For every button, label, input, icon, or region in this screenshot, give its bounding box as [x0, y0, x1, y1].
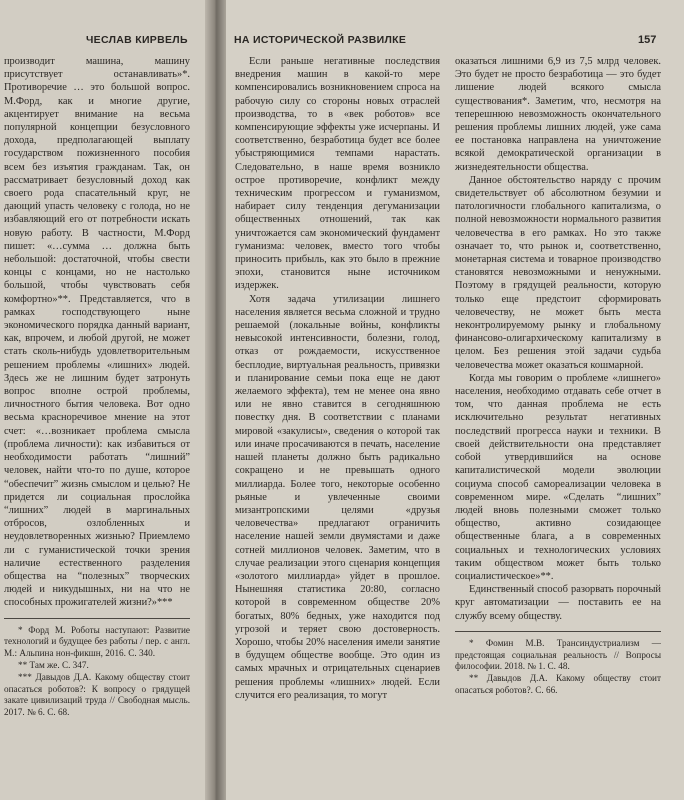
- running-head-left: ЧЕСЛАВ КИРВЕЛЬ: [86, 34, 188, 46]
- paragraph: Хотя задача утилизации лишнего населения является весьма сложной и трудно решаемой (локальные войны, конфликты невысокой интенсивности, болезни, голод, отказ от рождаемости, искусственное бесплодие, виртуальная реальность, привязки и планирование семьи пока еще не дают желаемого эффекта), тем не менее она явно или не явно ставится в сегодняшнюю повестку дня. В соответствии с планами мировой «закулисы», сведения о которой так или иначе просачиваются в печать, население нашей планеты должно быть радикально сокращено и не превышать одного миллиарда. Более того, некоторые особенно рьяные и увлеченные своими мизантропскими целями «друзья человечества» предлагают ограничить население нашей земли двумястами и даже сотней миллионов человек. Заметим, что в случае реализации этого сценария концепция «золотого миллиарда» уйдет в прошлое. Нынешняя статистика 20:80, согласно которой в современном обществе 20% богатых, 80% бедных, уже находится под угрозой и теряет свою достоверность. Хорошо, чтобы 20% населения имели занятие в будущем обществе вообще. Это один из самых мрачных и отрицательных сценариев решения проблемы «лишних» людей. Если случится его реализация, то могут: [235, 293, 440, 701]
- left-column: [4, 55, 190, 719]
- right-column-2: [455, 55, 661, 697]
- footnote-right-1: * Фомин М.В. Трансиндустриализм — предстоящая социальная реальность // Вопросы философии. 2018. № 1. С. 48.: [455, 637, 661, 672]
- right-page: [226, 0, 684, 800]
- paragraph: Данное обстоятельство наряду с прочим свидетельствует об абсолютном безумии и патологичности глобального капитализма, о полной невозможности нормального развития человечества в его рамках. Но это также означает то, что рынок и, соответственно, монетарная система и товарное производство становятся невозможными и ненужными. Поэтому в грядущей реальности, которую только еще предстоит сформировать человечеству, не может быть места неконтролируемому рынку и глобальному финансово-олигархическому капитализму в целом. Без решения этой задачи судьба человечества может оказаться кошмарной.: [455, 174, 661, 371]
- footnote-rule-left: [4, 618, 190, 619]
- footnote-left-1: * Форд М. Роботы наступают: Развитие технологий и будущее без работы / пер. с англ. М.: Альпина нон-фикшн, 2016. С. 340.: [4, 624, 190, 659]
- paragraph: Если раньше негативные последствия внедрения машин в какой-то мере компенсировались возникновением спроса на рабочую силу со стороны новых отраслей производства, то в «век роботов» все компенсирующие эффекты уже исчерпаны. И соответственно, безработица будет все более убыстряющимися темпами нарастать. Следовательно, в наше время возникло острое противоречие, конфликт между техническим прогрессом и гуманизмом, набирает силу тенденция дегуманизации общественных отношений, так как уничтожается сам экономический фундамент гуманизма: человек, вместо того чтобы приносить прибыль, как это было в прежние эпохи, становится ныне источником издержек.: [235, 56, 440, 292]
- right-column-1: [235, 55, 440, 702]
- footnote-left-3: *** Давыдов Д.А. Какому обществу стоит опасаться роботов?: К вопросу о грядущей закате цивилизаций труда // Свободная мысль. 2017. № 6. С. 68.: [4, 671, 190, 718]
- footnote-left-2: ** Там же. С. 347.: [18, 659, 89, 670]
- footnote-rule-right: [455, 631, 661, 632]
- paragraph: оказаться лишними 6,9 из 7,5 млрд человек. Это будет не просто безработица — это будет лишение людей всякого смысла существования*. Заметим, что, несмотря на теперешнюю невозможность окончательного решения проблемы лишних людей, уже сама ее постановка направлена на уничтожение всякой демократической организации в жизнедеятельности общества.: [455, 56, 661, 173]
- page-number: 157: [638, 34, 657, 46]
- paragraph: Единственный способ разорвать порочный круг автоматизации — поставить ее на службу всему обществу.: [455, 584, 661, 622]
- footnote-right-2: ** Давыдов Д.А. Какому обществу стоит опасаться роботов?. С. 66.: [455, 673, 661, 695]
- left-page: [0, 0, 205, 800]
- running-head-right: НА ИСТОРИЧЕСКОЙ РАЗВИЛКЕ: [234, 34, 407, 46]
- left-body-text: производит машина, машину присутствует останавливать»*. Противоречие … это большой вопрос. М.Форд, как и многие другие, акцентирует внимание на весьма популярной концепции безусловного дохода, предполагающей выплату государством пожизненного пособия всем без изъятия гражданам. Так, он рассматривает безусловный доход как своего рода спасательный круг, не дающий упасть человеку с голода, но не избавляющий его от потребности искать новую работу. В частности, М.Форд пишет: «…сумма … должна быть небольшой: достаточной, чтобы свести концы с концами, но не настолько большой, чтобы чувствовать себя комфортно»**. Представляется, что в рамках господствующего ныне экономического порядка данный вариант, как, впрочем, и любой другой, не может стать сколь-нибудь удовлетворительным решением проблемы «лишних» людей. Здесь же не лишним будет затронуть вопрос вполне острой проблемы, личностного бытия человека. Вот одно весьма красноречивое мнение на этот счет: «…возникает проблема смысла (проблема личности): как избавиться от необходимости работать “лишний” человек, найти что-то по душе, которое “обеспечит” жизнь смыслом и целью? Не придется ли социальная прослойка “лишних” людей в маргинальных отбросов, озлобленных и неудовлетворенных жизнью? Приемлемо ли с гуманистической точки зрения наличие естественного разделения общества на “полезных” творческих людей и никудышных, ни на что не способных прожигателей жизни?»***: [4, 56, 190, 609]
- paragraph: Когда мы говорим о проблеме «лишнего» населения, необходимо отдавать себе отчет в том, что данная проблема не есть исключительно результат негативных последствий прогресса науки и техники. В своей действительности она представляет собой утвердившийся на основе капиталистической модели эволюции социума способ самореализации человека в современном мире. «Сделать “лишних” людей вновь полезными сможет только общество, активно созидающее общественные блага, а в современных социальных и технологических условиях таким обществом может быть только социалистическое»**.: [455, 372, 661, 582]
- book-gutter: [205, 0, 226, 800]
